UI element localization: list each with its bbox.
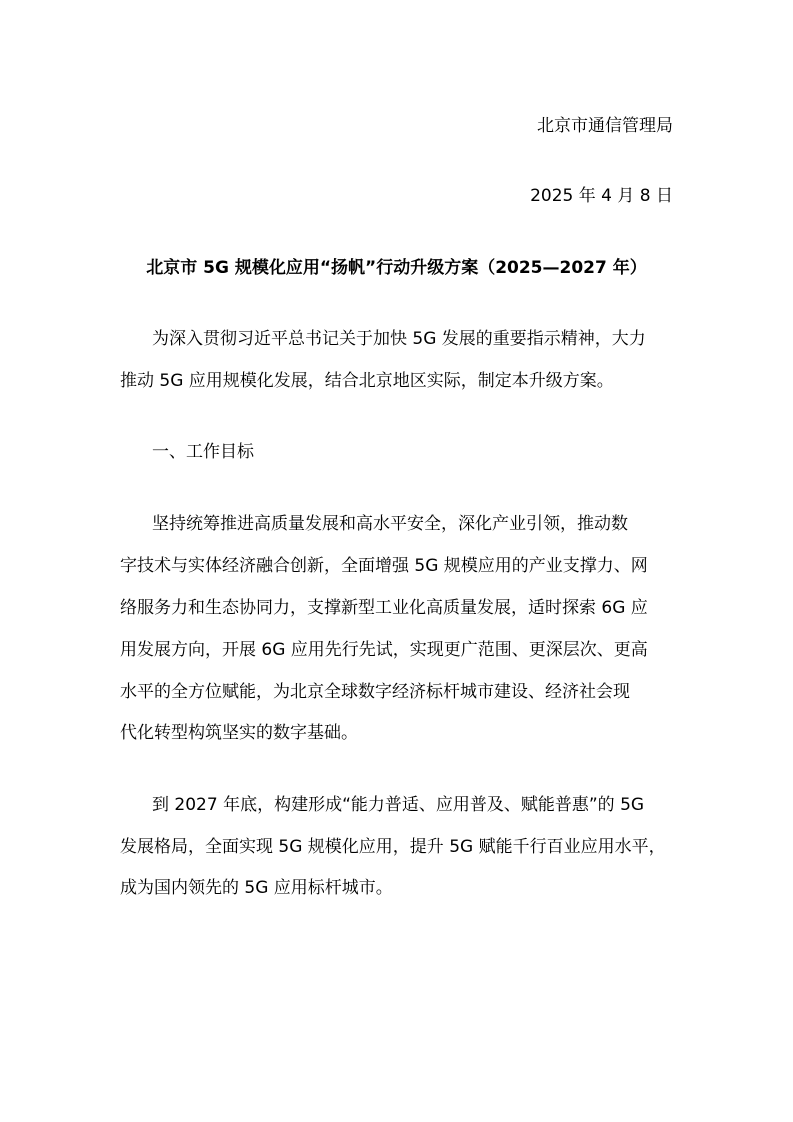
paragraph-line: 到 2027 年底，构建形成“能力普适、应用普及、赋能普惠”的 5G [152,795,645,815]
paragraph-line: 推动 5G 应用规模化发展，结合北京地区实际，制定本升级方案。 [120,371,614,391]
issuer: 北京市通信管理局 [537,116,673,136]
document-title: 北京市 5G 规模化应用“扬帆”行动升级方案（2025—2027 年） [146,258,647,278]
paragraph-line: 用发展方向，开展 6G 应用先行先试，实现更广范围、更深层次、更高 [120,640,648,660]
paragraph-line: 代化转型构筑坚实的数字基础。 [120,723,358,743]
paragraph-line: 坚持统筹推进高质量发展和高水平安全，深化产业引领，推动数 [152,514,628,534]
section-heading: 一、工作目标 [152,442,254,462]
paragraph-line: 水平的全方位赋能，为北京全球数字经济标杆城市建设、经济社会现 [120,682,630,702]
paragraph-line: 成为国内领先的 5G 应用标杆城市。 [120,878,393,898]
issue-date: 2025 年 4 月 8 日 [530,186,673,206]
paragraph-line: 字技术与实体经济融合创新，全面增强 5G 规模应用的产业支撑力、网 [120,556,648,576]
paragraph-line: 发展格局，全面实现 5G 规模化应用，提升 5G 赋能千行百业应用水平， [120,837,666,857]
paragraph-line: 络服务力和生态协同力，支撑新型工业化高质量发展，适时探索 6G 应 [120,598,648,618]
paragraph-line: 为深入贯彻习近平总书记关于加快 5G 发展的重要指示精神，大力 [152,329,646,349]
